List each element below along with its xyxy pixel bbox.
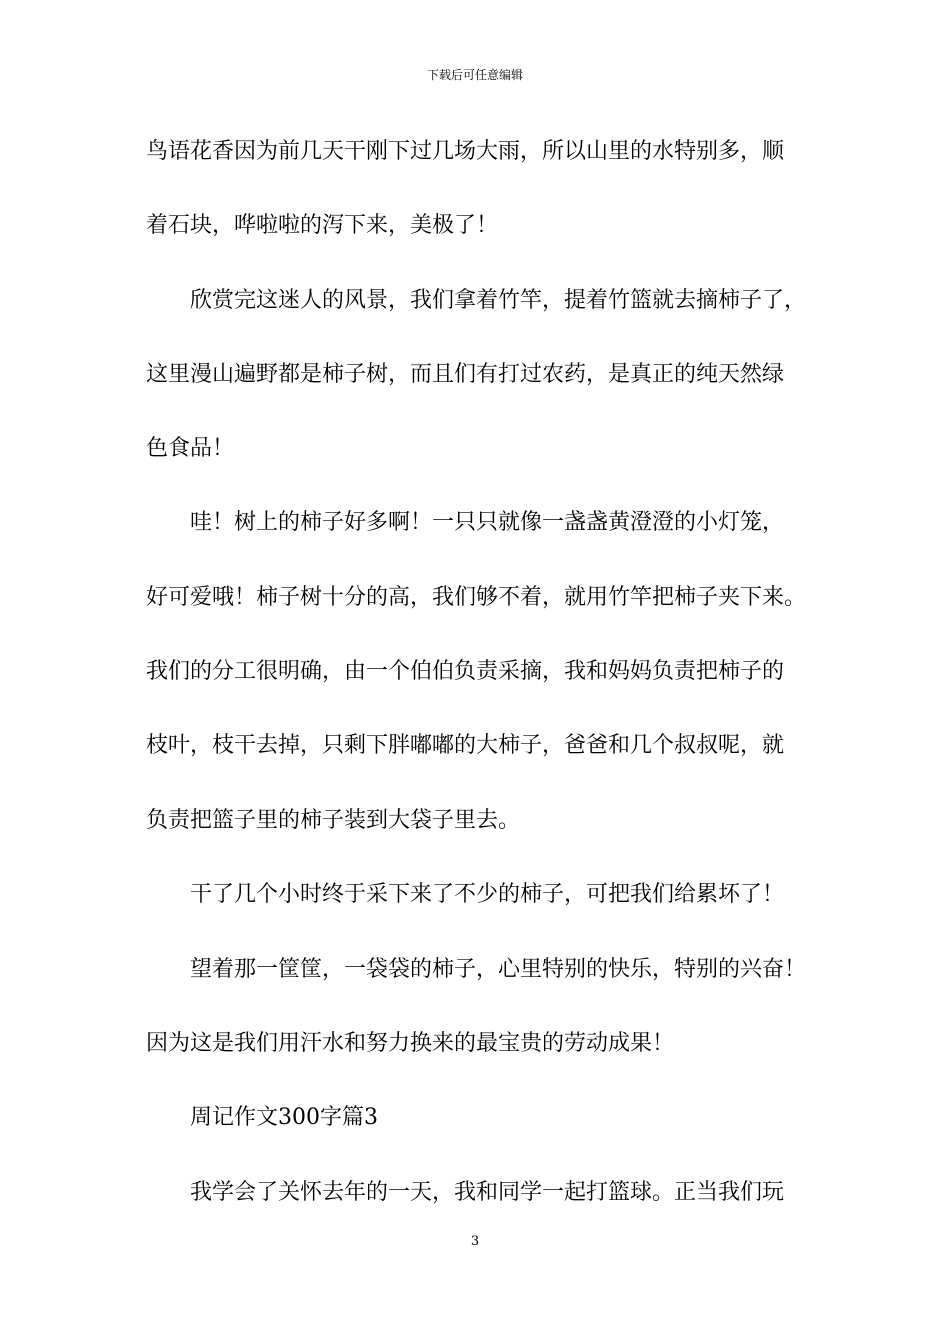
- text-line: 负责把篮子里的柿子装到大袋子里去。: [146, 808, 521, 833]
- text-line: 欣赏完这迷人的风景，我们拿着竹竿，提着竹篮就去摘柿子了，: [190, 288, 807, 313]
- text-line: 干了几个小时终于采下来了不少的柿子，可把我们给累坏了！: [190, 882, 785, 907]
- text-line: 我们的分工很明确，由一个伯伯负责采摘，我和妈妈负责把柿子的: [146, 659, 785, 684]
- text-line: 因为这是我们用汗水和努力换来的最宝贵的劳动成果！: [146, 1031, 675, 1056]
- text-line: 鸟语花香因为前几天干刚下过几场大雨，所以山里的水特别多，顺: [146, 139, 785, 164]
- section-heading: 周记作文300字篇3: [190, 1105, 378, 1130]
- text-line: 这里漫山遍野都是柿子树，而且们有打过农药，是真正的纯天然绿: [146, 362, 785, 387]
- page-number: 3: [470, 1234, 480, 1249]
- text-line: 枝叶，枝干去掉，只剩下胖嘟嘟的大柿子，爸爸和几个叔叔呢，就: [146, 733, 785, 758]
- text-line: 好可爱哦！柿子树十分的高，我们够不着，就用竹竿把柿子夹下来。: [146, 585, 807, 610]
- text-line: 望着那一筐筐，一袋袋的柿子，心里特别的快乐，特别的兴奋！: [190, 957, 807, 982]
- text-line: 着石块，哗啦啦的泻下来，美极了！: [146, 213, 499, 238]
- text-line: 我学会了关怀去年的一天，我和同学一起打篮球。正当我们玩: [190, 1180, 785, 1205]
- page-header: 下载后可任意编辑: [426, 68, 523, 82]
- text-line: 哇！树上的柿子好多啊！一只只就像一盏盏黄澄澄的小灯笼，: [190, 510, 785, 535]
- text-line: 色食品！: [146, 436, 235, 461]
